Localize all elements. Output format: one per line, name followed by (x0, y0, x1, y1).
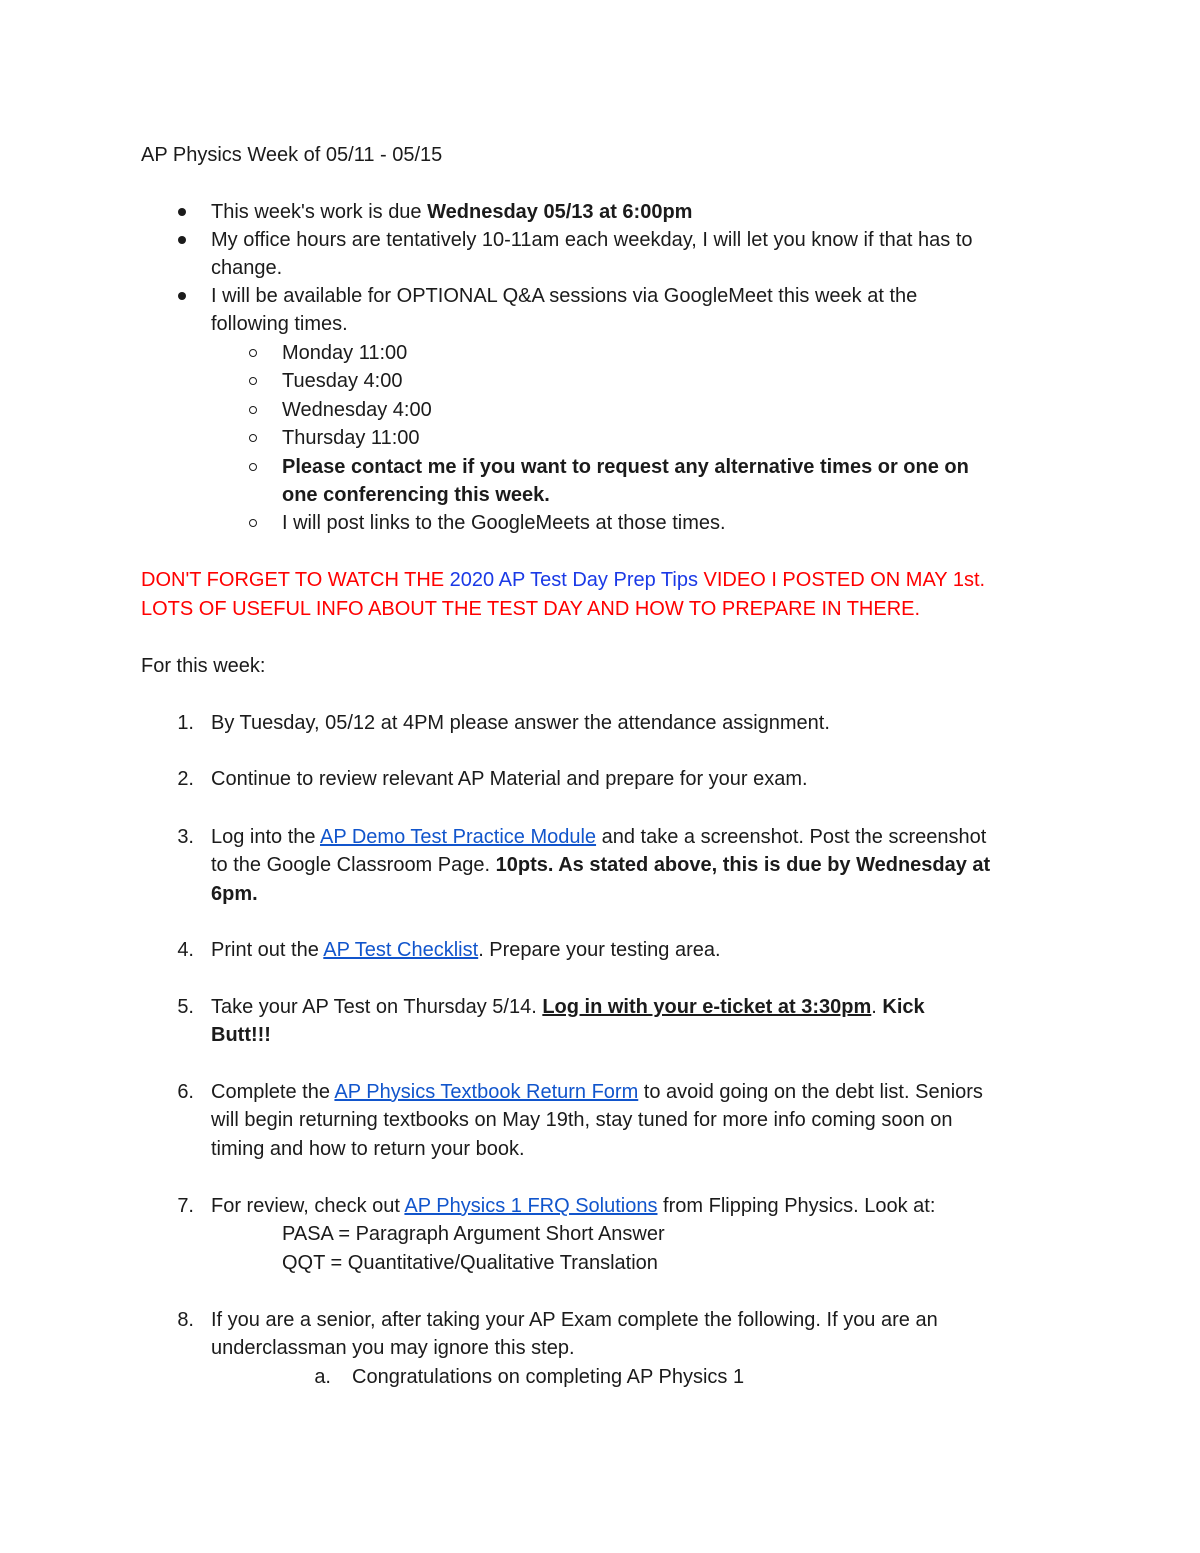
bullet-text: This week's work is due (211, 201, 428, 223)
item-text: to avoid going on the debt list. Seniors (638, 1081, 983, 1103)
item-text: Take your AP Test on Thursday 5/14. (211, 996, 543, 1018)
bullet-marker (178, 208, 186, 216)
login-time-note: Log in with your e-ticket at 3:30pm (542, 996, 872, 1018)
item-text: . (871, 996, 883, 1018)
list-item-senior: If you are a senior, after taking your AP Exam complete the following. If you are an (211, 1309, 938, 1331)
prep-tips-video-link[interactable]: 2020 AP Test Day Prep Tips (449, 569, 698, 591)
demo-test-module-link[interactable]: AP Demo Test Practice Module (319, 826, 597, 848)
list-number: 2. (177, 768, 194, 790)
document-title: AP Physics Week of 05/11 - 05/15 (141, 144, 443, 166)
session-time: Monday 11:00 (282, 342, 408, 364)
sub-bullet-marker (249, 349, 257, 357)
item-text: Print out the (211, 939, 324, 961)
points-note-cont: 6pm. (211, 883, 258, 905)
points-note: 10pts. As stated above, this is due by Wednesday at (495, 854, 991, 876)
contact-note-cont: one conferencing this week. (282, 484, 550, 506)
bullet-office-hours-cont: change. (211, 257, 283, 279)
pasa-definition: PASA = Paragraph Argument Short Answer (282, 1223, 665, 1245)
item-text: and take a screenshot. Post the screenshot (596, 826, 987, 848)
bullet-qa-sessions: I will be available for OPTIONAL Q&A sessions via GoogleMeet this week at the (211, 285, 918, 307)
session-time: Thursday 11:00 (282, 427, 420, 449)
list-number: 3. (177, 826, 194, 848)
list-number: 8. (177, 1309, 194, 1331)
section-heading: For this week: (141, 655, 266, 677)
reminder-text: DON'T FORGET TO WATCH THE (141, 569, 450, 591)
sub-bullet-marker (249, 519, 257, 527)
list-item-checklist (211, 936, 721, 964)
reminder-text: VIDEO I POSTED ON MAY 1st. (697, 569, 986, 591)
list-number: 4. (177, 939, 194, 961)
contact-note: Please contact me if you want to request any alternative times or one on (282, 456, 969, 478)
reminder-line-2: LOTS OF USEFUL INFO ABOUT THE TEST DAY AND HOW TO PREPARE IN THERE. (141, 598, 921, 620)
list-item-frq-review (211, 1192, 935, 1220)
sub-list-marker: a. (314, 1366, 331, 1388)
reminder-line-1 (141, 566, 985, 594)
session-time: Tuesday 4:00 (282, 370, 403, 392)
list-item-demo-test (211, 823, 986, 851)
textbook-return-form-link[interactable]: AP Physics Textbook Return Form (334, 1081, 639, 1103)
kick-note: Kick (882, 996, 925, 1018)
list-item-senior-cont: underclassman you may ignore this step. (211, 1337, 575, 1359)
list-item-demo-test-cont (211, 851, 990, 879)
bullet-office-hours: My office hours are tentatively 10-11am each weekday, I will let you know if that has to (211, 229, 973, 251)
item-text: from Flipping Physics. Look at: (657, 1195, 936, 1217)
item-text: For review, check out (211, 1195, 405, 1217)
list-item-textbook-return-cont: will begin returning textbooks on May 19th, stay tuned for more info coming soon on (211, 1109, 953, 1131)
item-text: to the Google Classroom Page. (211, 854, 496, 876)
sub-bullet-marker (249, 434, 257, 442)
list-item-textbook-return (211, 1078, 983, 1106)
list-item-test-day (211, 993, 925, 1021)
bullet-qa-sessions-cont: following times. (211, 313, 348, 335)
item-text: Log into the (211, 826, 320, 848)
sub-bullet-marker (249, 463, 257, 471)
due-date-bold: Wednesday 05/13 at 6:00pm (427, 201, 693, 223)
qqt-definition: QQT = Quantitative/Qualitative Translation (282, 1252, 658, 1274)
list-item-textbook-return-cont: timing and how to return your book. (211, 1138, 525, 1160)
frq-solutions-link[interactable]: AP Physics 1 FRQ Solutions (404, 1195, 658, 1217)
item-text: Complete the (211, 1081, 335, 1103)
list-item-review: Continue to review relevant AP Material and prepare for your exam. (211, 768, 808, 790)
test-checklist-link[interactable]: AP Test Checklist (323, 939, 479, 961)
links-note: I will post links to the GoogleMeets at those times. (282, 512, 726, 534)
list-number: 5. (177, 996, 194, 1018)
sub-list-item: Congratulations on completing AP Physics 1 (352, 1366, 745, 1388)
list-number: 6. (177, 1081, 194, 1103)
kick-note-cont: Butt!!! (211, 1024, 271, 1046)
list-number: 7. (177, 1195, 194, 1217)
list-number: 1. (177, 712, 194, 734)
sub-bullet-marker (249, 377, 257, 385)
item-text: . Prepare your testing area. (478, 939, 721, 961)
bullet-marker (178, 236, 186, 244)
bullet-due-date (211, 198, 692, 226)
bullet-marker (178, 292, 186, 300)
list-item-attendance: By Tuesday, 05/12 at 4PM please answer the attendance assignment. (211, 712, 830, 734)
session-time: Wednesday 4:00 (282, 399, 432, 421)
sub-bullet-marker (249, 406, 257, 414)
